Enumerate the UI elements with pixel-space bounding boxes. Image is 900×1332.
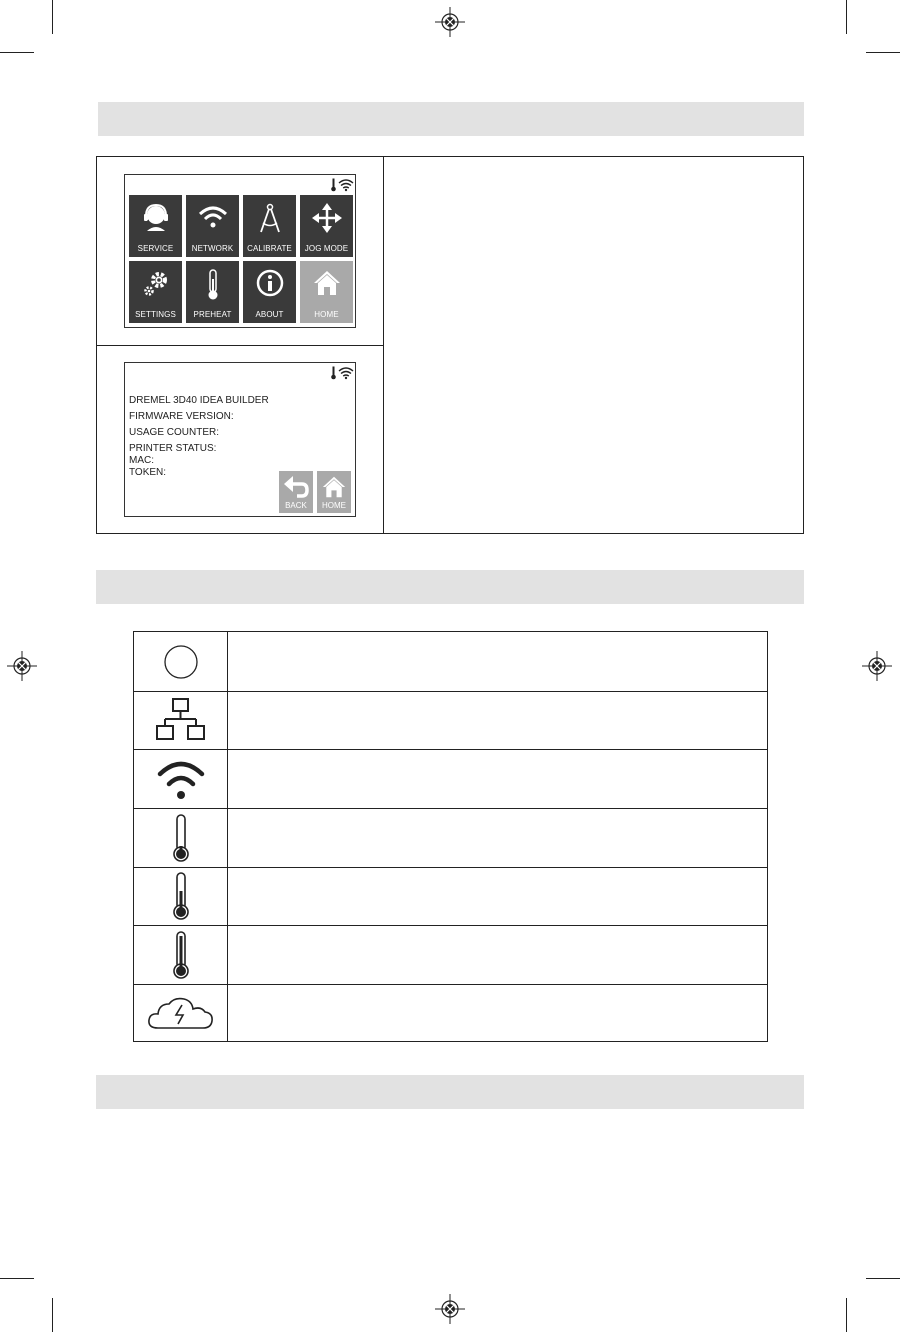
circle-icon — [161, 642, 201, 682]
table-row — [134, 808, 767, 868]
table-row — [134, 749, 767, 809]
frame-divider-horizontal — [97, 345, 384, 346]
screens-frame — [96, 156, 804, 534]
about-line-firmware: FIRMWARE VERSION: — [129, 411, 234, 422]
tile-label: PREHEAT — [193, 310, 232, 319]
crop-mark — [846, 1298, 847, 1332]
service-button[interactable] — [129, 195, 182, 257]
section-header-band — [98, 102, 804, 136]
home-icon — [312, 269, 342, 297]
about-line-model: DREMEL 3D40 IDEA BUILDER — [129, 395, 269, 406]
move-arrows-icon — [312, 203, 342, 233]
status-icon-table — [133, 631, 768, 1042]
home-icon — [321, 475, 347, 499]
table-row — [134, 984, 767, 1041]
table-row — [134, 691, 767, 750]
table-row — [134, 925, 767, 985]
thermometer-icon — [331, 367, 336, 380]
ethernet-network-icon — [153, 697, 209, 743]
about-line-usage: USAGE COUNTER: — [129, 427, 220, 438]
preheat-button[interactable] — [186, 261, 239, 323]
icon-cell — [134, 984, 228, 1041]
tile-label: HOME — [314, 310, 339, 319]
crop-mark — [866, 1278, 900, 1279]
info-icon — [256, 269, 284, 297]
about-line-mac: MAC: — [129, 455, 154, 466]
back-arrow-icon — [283, 475, 309, 499]
thermometer-icon — [205, 269, 221, 301]
about-button[interactable] — [243, 261, 296, 323]
tile-label: SERVICE — [137, 244, 174, 253]
tile-label: JOG MODE — [304, 244, 349, 253]
wifi-icon — [339, 180, 353, 188]
thermometer-high-icon — [170, 930, 192, 980]
back-button[interactable] — [279, 471, 313, 513]
gears-icon — [141, 269, 171, 299]
icon-cell — [134, 808, 228, 867]
thermometer-icon — [331, 179, 336, 192]
status-indicators — [330, 366, 354, 380]
icon-cell — [134, 691, 228, 749]
icon-cell — [134, 749, 228, 808]
crop-mark — [52, 1298, 53, 1332]
section-header-band — [96, 570, 804, 604]
menu-screen — [124, 174, 356, 328]
registration-mark-icon — [435, 1294, 465, 1324]
wifi-icon — [339, 368, 353, 376]
cloud-lightning-icon — [146, 995, 216, 1031]
table-row — [134, 867, 767, 926]
wifi-icon — [156, 756, 206, 802]
headset-icon — [143, 203, 169, 233]
crop-mark — [846, 0, 847, 34]
back-label: BACK — [285, 501, 307, 510]
table-row — [134, 632, 767, 692]
tile-label: NETWORK — [191, 244, 234, 253]
tile-label: ABOUT — [255, 310, 284, 319]
registration-mark-icon — [7, 651, 37, 681]
section-header-band — [96, 1075, 804, 1109]
thermometer-low-icon — [170, 813, 192, 863]
settings-button[interactable] — [129, 261, 182, 323]
registration-mark-icon — [862, 651, 892, 681]
crop-mark — [0, 52, 34, 53]
crop-mark — [0, 1278, 34, 1279]
calibrate-button[interactable] — [243, 195, 296, 257]
icon-cell — [134, 925, 228, 984]
home-button[interactable] — [317, 471, 351, 513]
jog-mode-button[interactable] — [300, 195, 353, 257]
icon-cell — [134, 632, 228, 691]
home-button[interactable] — [300, 261, 353, 323]
tile-label: SETTINGS — [135, 310, 176, 319]
tile-label: CALIBRATE — [247, 244, 292, 253]
network-button[interactable] — [186, 195, 239, 257]
wifi-icon — [198, 203, 228, 231]
icon-cell — [134, 867, 228, 925]
about-line-status: PRINTER STATUS: — [129, 443, 217, 454]
about-line-token: TOKEN: — [129, 467, 167, 478]
thermometer-mid-icon — [170, 871, 192, 921]
compass-icon — [257, 203, 283, 235]
crop-mark — [52, 0, 53, 34]
crop-mark — [866, 52, 900, 53]
status-indicators — [330, 178, 354, 192]
home-label: HOME — [322, 501, 346, 510]
registration-mark-icon — [435, 7, 465, 37]
about-screen — [124, 362, 356, 517]
